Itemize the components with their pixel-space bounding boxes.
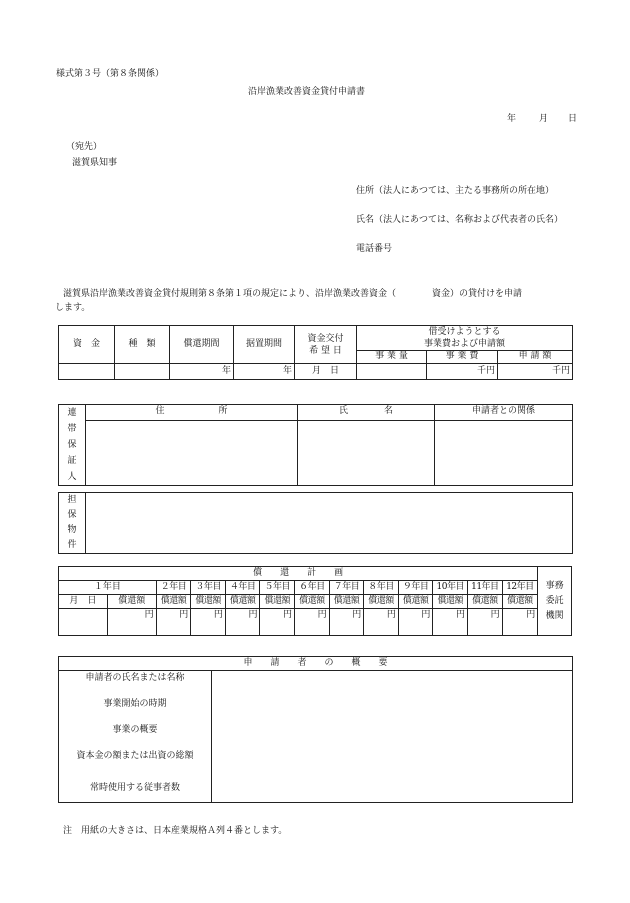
body-text-line2: します。 [55,303,91,313]
repay-amount-cell[interactable]: 円 [468,609,503,636]
overview-table [58,656,573,803]
collateral-side-char: 物 [67,525,77,535]
guarantor-side-char: 証 [67,456,77,466]
overview-labels-cell [59,671,212,803]
loan-grace-period-header: 据置期間 [234,326,295,364]
repay-month-day-cell[interactable] [59,609,108,636]
collateral-side-char: 保 [67,510,77,520]
loan-type-cell[interactable] [115,364,170,380]
collateral-side-char: 担 [67,495,77,505]
guarantor-side-char: 連 [67,408,77,418]
loan-borrow-header [357,326,573,351]
guarantor-table [58,404,573,486]
guarantor-side-label [59,405,86,486]
addressee-label: （宛先） [66,142,103,152]
repay-year-header: ９年目 [398,581,433,595]
collateral-side-char: 件 [67,540,77,550]
loan-delivery-date-cell[interactable]: 月 日 [295,364,357,380]
repay-year-header: ３年目 [191,581,226,595]
repay-amount-header: 償還額 [295,595,330,609]
loan-quantity-header: 事 業 量 [357,351,427,364]
repay-year-header: ６年目 [295,581,330,595]
collateral-content-cell[interactable] [86,493,573,554]
repay-amount-header: 償還額 [433,595,468,609]
repay-amount-cell[interactable]: 円 [260,609,295,636]
guarantor-address-cell[interactable] [86,420,298,485]
repay-amount-cell[interactable]: 円 [225,609,260,636]
repay-year1-header: １年目 [59,581,157,595]
guarantor-name-cell[interactable] [298,420,435,485]
overview-row-label: 事業の概要 [112,725,158,735]
repay-office-header [538,567,572,636]
guarantor-side-char: 保 [67,440,77,450]
guarantor-side-char: 人 [67,472,77,482]
paper-size-note: 注 用紙の大きさは、日本産業規格Ａ列４番とします。 [63,826,288,836]
collateral-side-label [59,493,86,554]
repay-amount-header: 償還額 [191,595,226,609]
repay-amount-header: 償還額 [502,595,538,609]
guarantor-relation-cell[interactable] [435,420,573,485]
form-number: 様式第３号（第８条関係） [56,69,165,79]
loan-borrow-line2: 事業費および申請額 [424,339,506,350]
overview-row-label: 常時使用する従事者数 [89,783,180,793]
loan-repay-period-header: 償還期間 [170,326,234,364]
repay-year-header: ４年目 [225,581,260,595]
guarantor-side-char: 帯 [67,424,77,434]
repay-amount-header: 償還額 [398,595,433,609]
repay-plan-title: 償 還 計 画 [59,567,538,581]
repay-table [58,566,572,636]
repay-amount-cell[interactable]: 円 [191,609,226,636]
repay-amount-header: 償還額 [468,595,503,609]
overview-title: 申 請 者 の 概 要 [59,657,573,671]
guarantor-relation-header: 申請者との関係 [435,405,573,421]
repay-month-day-header: 月 日 [59,595,108,609]
loan-borrow-line1: 借受けようとする [428,327,501,337]
repay-amount-cell[interactable]: 円 [502,609,538,636]
repay-amount-header: 償還額 [260,595,295,609]
repay-office-line: 事務 [545,580,564,591]
repay-year-header: 10年目 [433,581,468,595]
loan-quantity-cell[interactable] [357,364,427,380]
repay-amount-cell[interactable]: 円 [398,609,433,636]
repay-amount-cell[interactable]: 円 [433,609,468,636]
repay-amount-cell[interactable]: 円 [156,609,191,636]
loan-delivery-date-line2: 希 望 日 [309,345,342,356]
loan-delivery-date-header [295,326,357,364]
repay-year-header: 12年目 [502,581,538,595]
applicant-name-label: 氏名（法人にあつては、名称および代表者の氏名） [356,215,564,225]
overview-row-label: 申請者の氏名または名称 [85,673,185,683]
applicant-address-label: 住所（法人にあつては、主たる事務所の所在地） [356,186,555,196]
repay-amount-cell[interactable]: 円 [329,609,364,636]
collateral-table [58,492,573,554]
repay-year-header: 11年目 [468,581,503,595]
guarantor-address-header: 住 所 [86,405,298,421]
overview-row-label: 事業開始の時期 [103,699,167,709]
repay-amount-header: 償還額 [329,595,364,609]
repay-office-line: 機関 [545,610,564,621]
loan-delivery-date-line1: 資金交付 [307,333,344,344]
repay-amount-header: 償還額 [107,595,156,609]
addressee-name: 滋賀県知事 [72,158,118,168]
loan-cost-header: 事 業 費 [427,351,498,364]
repay-amount-header: 償還額 [225,595,260,609]
date-day-label: 日 [568,114,578,124]
repay-year-header: ８年目 [364,581,399,595]
form-title: 沿岸漁業改善資金貸付申請書 [248,87,366,97]
repay-amount-cell[interactable]: 円 [107,609,156,636]
repay-year-header: ５年目 [260,581,295,595]
loan-amount-header: 申 請 額 [498,351,573,364]
repay-amount-cell[interactable]: 円 [364,609,399,636]
repay-amount-cell[interactable]: 円 [295,609,330,636]
loan-type-header: 種 類 [115,326,170,364]
guarantor-name-header: 氏 名 [298,405,435,421]
loan-fund-header: 資 金 [59,326,115,364]
loan-cost-cell[interactable]: 千円 [427,364,498,380]
loan-table [58,325,573,380]
overview-content-cell[interactable] [212,671,573,803]
overview-row-label: 資本金の額または出資の総額 [76,751,194,761]
date-year-label: 年 [507,114,517,124]
repay-year-header: ７年目 [329,581,364,595]
body-text-line1: 滋賀県沿岸漁業改善資金貸付規則第８条第１項の規定により、沿岸漁業改善資金（ 資金）の貸付けを申請 [63,289,523,299]
loan-amount-cell[interactable]: 千円 [498,364,573,380]
date-month-label: 月 [539,114,549,124]
repay-year-header: ２年目 [156,581,191,595]
repay-office-line: 委託 [545,595,564,606]
applicant-phone-label: 電話番号 [356,244,393,254]
loan-fund-cell[interactable] [59,364,115,380]
repay-amount-header: 償還額 [156,595,191,609]
loan-grace-period-cell[interactable]: 年 [234,364,295,380]
loan-repay-period-cell[interactable]: 年 [170,364,234,380]
repay-amount-header: 償還額 [364,595,399,609]
